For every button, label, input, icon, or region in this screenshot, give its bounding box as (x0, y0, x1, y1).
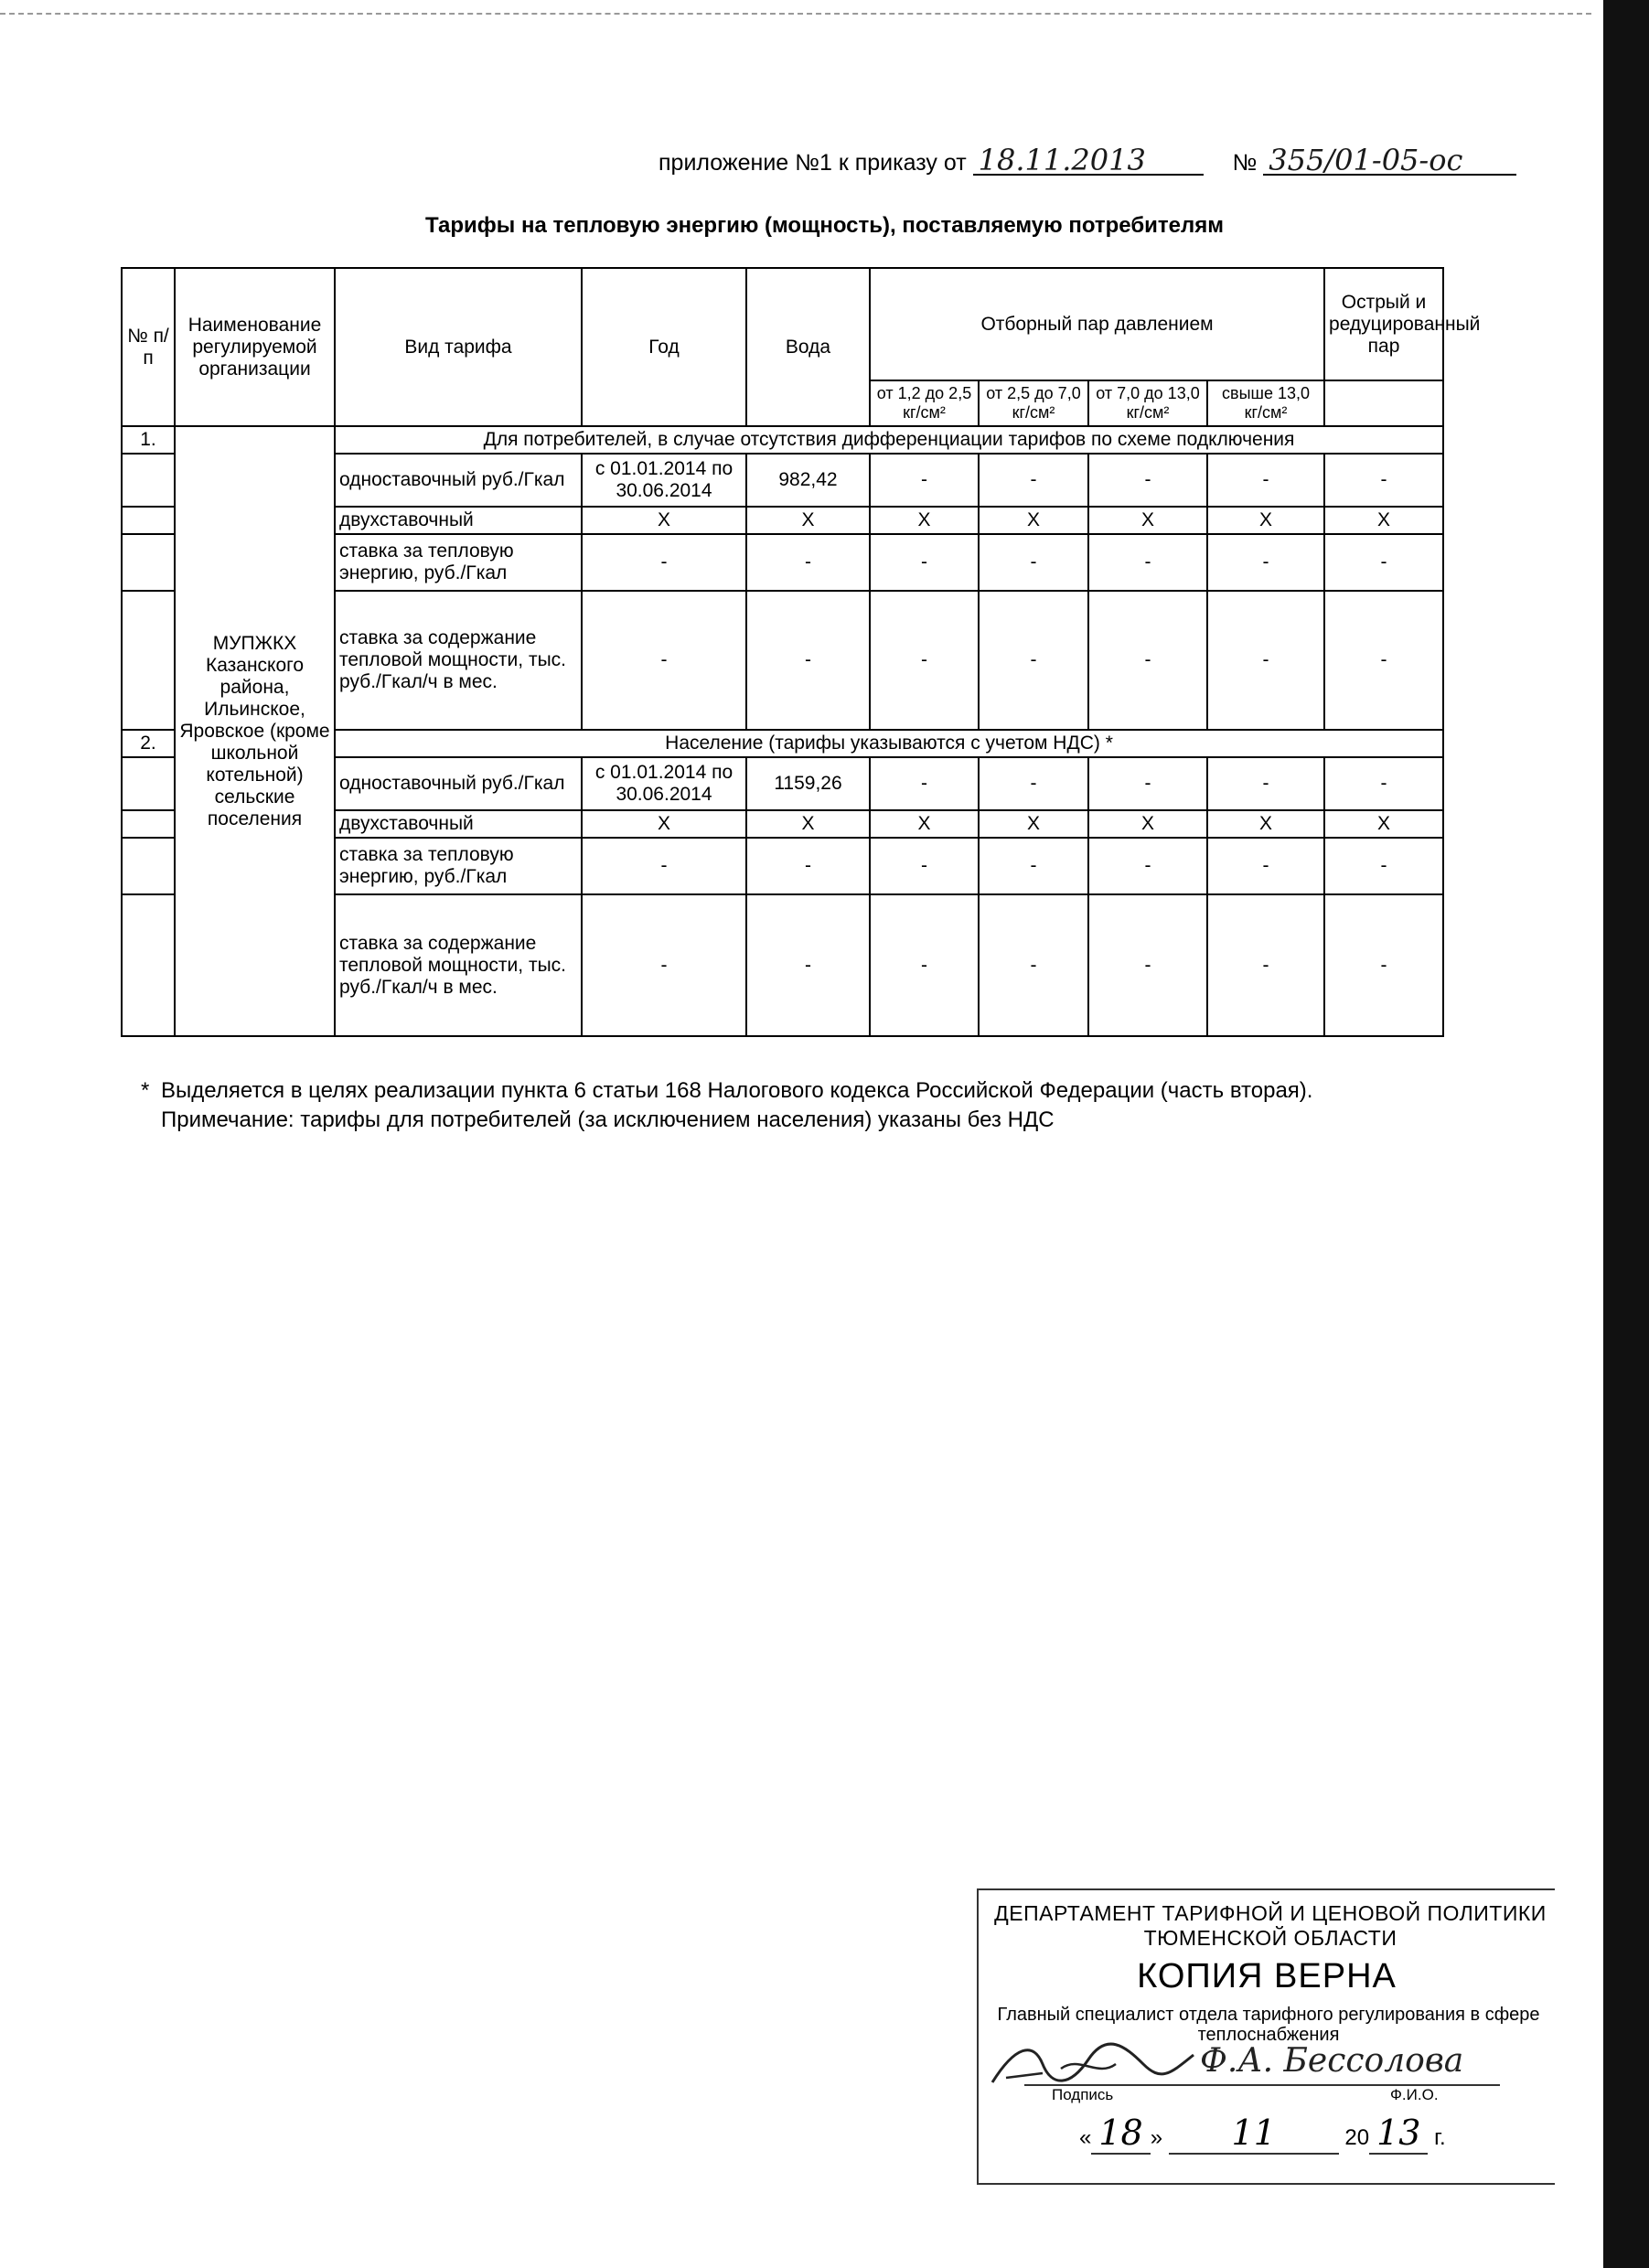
value-steam-4: - (1207, 757, 1324, 810)
value-steam-3: - (1088, 894, 1207, 1036)
tariff-year: Х (582, 810, 746, 838)
value-steam-2: Х (979, 810, 1088, 838)
scan-edge (1603, 0, 1649, 2268)
value-sharp: - (1324, 534, 1443, 591)
tariff-year: - (582, 534, 746, 591)
value-steam-1: - (870, 757, 979, 810)
signer-name: Ф.А. Бессолова (1200, 2042, 1464, 2080)
tariff-type: ставка за тепловую энергию, руб./Гкал (335, 838, 582, 894)
value-steam-3: - (1088, 591, 1207, 730)
row-num (122, 810, 175, 838)
remark: Примечание: тарифы для потребителей (за исключением населения) указаны без НДС (161, 1107, 1055, 1132)
header-steam-4: свыше 13,0 кг/см² (1207, 380, 1324, 426)
tariff-type: одноставочный руб./Гкал (335, 454, 582, 507)
appendix-line (659, 143, 1516, 177)
tariff-type: ставка за содержание тепловой мощности, тыс. руб./Гкал/ч в мес. (335, 894, 582, 1036)
handwritten-signature (988, 2037, 1198, 2091)
tariff-year: с 01.01.2014 по 30.06.2014 (582, 454, 746, 507)
value-steam-2: - (979, 454, 1088, 507)
value-steam-3: - (1088, 757, 1207, 810)
value-steam-4: - (1207, 534, 1324, 591)
value-sharp: - (1324, 454, 1443, 507)
value-sharp: Х (1324, 810, 1443, 838)
value-steam-4: - (1207, 591, 1324, 730)
fio-label: Ф.И.О. (1390, 2086, 1439, 2103)
value-steam-4: - (1207, 454, 1324, 507)
order-number: 355/01-05-ос (1263, 146, 1516, 176)
tariff-year: - (582, 838, 746, 894)
signature-label: Подпись (1052, 2086, 1114, 2103)
number-prefix: № (1232, 150, 1258, 176)
value-steam-4: - (1207, 894, 1324, 1036)
header-tariff-type: Вид тарифа (335, 268, 582, 426)
value-steam-1: - (870, 454, 979, 507)
organization-name: МУПЖКХ Казанского района, Ильинское, Яровское (кроме школьной котельной) сельские поселения (175, 426, 335, 1036)
value-steam-3: Х (1088, 507, 1207, 534)
tariff-type: двухставочный (335, 507, 582, 534)
value-steam-2: - (979, 894, 1088, 1036)
stamp-year-prefix: 20 (1344, 2125, 1370, 2150)
tariff-table (121, 267, 1481, 1037)
footnote: Выделяется в целях реализации пункта 6 статьи 168 Налогового кодекса Российской Федерации (часть вторая). (161, 1078, 1313, 1103)
certification-stamp (977, 1888, 1555, 2185)
value-steam-4: Х (1207, 507, 1324, 534)
stamp-month: 11 (1169, 2113, 1339, 2155)
footnote-star: * (141, 1078, 150, 1103)
stamp-position: Главный специалист отдела тарифного регулирования в сфере теплоснабжения (997, 2005, 1540, 2045)
section-title: Население (тарифы указываются с учетом НДС) * (335, 730, 1443, 757)
tariff-year: - (582, 591, 746, 730)
tariff-year: с 01.01.2014 по 30.06.2014 (582, 757, 746, 810)
header-steam: Отборный пар давлением (870, 268, 1324, 380)
tariff-year: - (582, 894, 746, 1036)
row-num (122, 894, 175, 1036)
section-title: Для потребителей, в случае отсутствия дифференциации тарифов по схеме подключения (335, 426, 1443, 454)
value-steam-2: Х (979, 507, 1088, 534)
value-steam-3: - (1088, 838, 1207, 894)
stamp-department: ДЕПАРТАМЕНТ ТАРИФНОЙ И ЦЕНОВОЙ ПОЛИТИКИ ТЮМЕНСКОЙ ОБЛАСТИ (994, 1901, 1547, 1950)
value-water: 982,42 (746, 454, 870, 507)
value-steam-1: Х (870, 810, 979, 838)
value-steam-2: - (979, 534, 1088, 591)
value-sharp: - (1324, 757, 1443, 810)
header-sharp-steam: Острый и редуцированный пар (1324, 268, 1443, 380)
notes (141, 1076, 1313, 1135)
header-year: Год (582, 268, 746, 426)
value-sharp: Х (1324, 507, 1443, 534)
row-num (122, 507, 175, 534)
row-num (122, 757, 175, 810)
tariff-type: ставка за тепловую энергию, руб./Гкал (335, 534, 582, 591)
stamp-year-suffix: 13 (1369, 2113, 1428, 2155)
value-sharp: - (1324, 591, 1443, 730)
header-org: Наименование регулируемой организации (175, 268, 335, 426)
tariff-type: двухставочный (335, 810, 582, 838)
header-steam-2: от 2,5 до 7,0 кг/см² (979, 380, 1088, 426)
appendix-prefix: приложение №1 к приказу от (659, 150, 967, 176)
order-date: 18.11.2013 (973, 146, 1204, 176)
stamp-copy-certified: КОПИЯ ВЕРНА (1137, 1957, 1397, 1995)
value-water: - (746, 838, 870, 894)
stamp-day: 18 (1091, 2113, 1150, 2155)
value-steam-3: - (1088, 454, 1207, 507)
value-steam-1: - (870, 534, 979, 591)
value-steam-1: - (870, 838, 979, 894)
header-water: Вода (746, 268, 870, 426)
value-steam-2: - (979, 757, 1088, 810)
value-steam-3: - (1088, 534, 1207, 591)
value-water: - (746, 894, 870, 1036)
value-sharp: - (1324, 838, 1443, 894)
value-steam-4: - (1207, 838, 1324, 894)
header-steam-3: от 7,0 до 13,0 кг/см² (1088, 380, 1207, 426)
stamp-date: « 18 » 11 20 13 г. (1079, 2113, 1446, 2153)
row-num (122, 838, 175, 894)
tariff-year: Х (582, 507, 746, 534)
value-steam-2: - (979, 838, 1088, 894)
section-num: 2. (122, 730, 175, 757)
value-sharp: - (1324, 894, 1443, 1036)
stamp-year-end: г. (1434, 2125, 1446, 2150)
row-num (122, 454, 175, 507)
value-steam-1: - (870, 591, 979, 730)
section-num: 1. (122, 426, 175, 454)
tariff-type: одноставочный руб./Гкал (335, 757, 582, 810)
header-steam-1: от 1,2 до 2,5 кг/см² (870, 380, 979, 426)
header-num: № п/п (122, 268, 175, 426)
value-water: - (746, 591, 870, 730)
document-title: Тарифы на тепловую энергию (мощность), поставляемую потребителям (424, 213, 1225, 238)
value-steam-2: - (979, 591, 1088, 730)
tariff-type: ставка за содержание тепловой мощности, тыс. руб./Гкал/ч в мес. (335, 591, 582, 730)
value-water: Х (746, 810, 870, 838)
row-num (122, 534, 175, 591)
header-sharp-blank (1324, 380, 1443, 426)
value-steam-3: Х (1088, 810, 1207, 838)
value-water: - (746, 534, 870, 591)
value-water: Х (746, 507, 870, 534)
value-steam-1: Х (870, 507, 979, 534)
scan-top-line (0, 13, 1591, 15)
value-steam-1: - (870, 894, 979, 1036)
value-steam-4: Х (1207, 810, 1324, 838)
row-num (122, 591, 175, 730)
value-water: 1159,26 (746, 757, 870, 810)
